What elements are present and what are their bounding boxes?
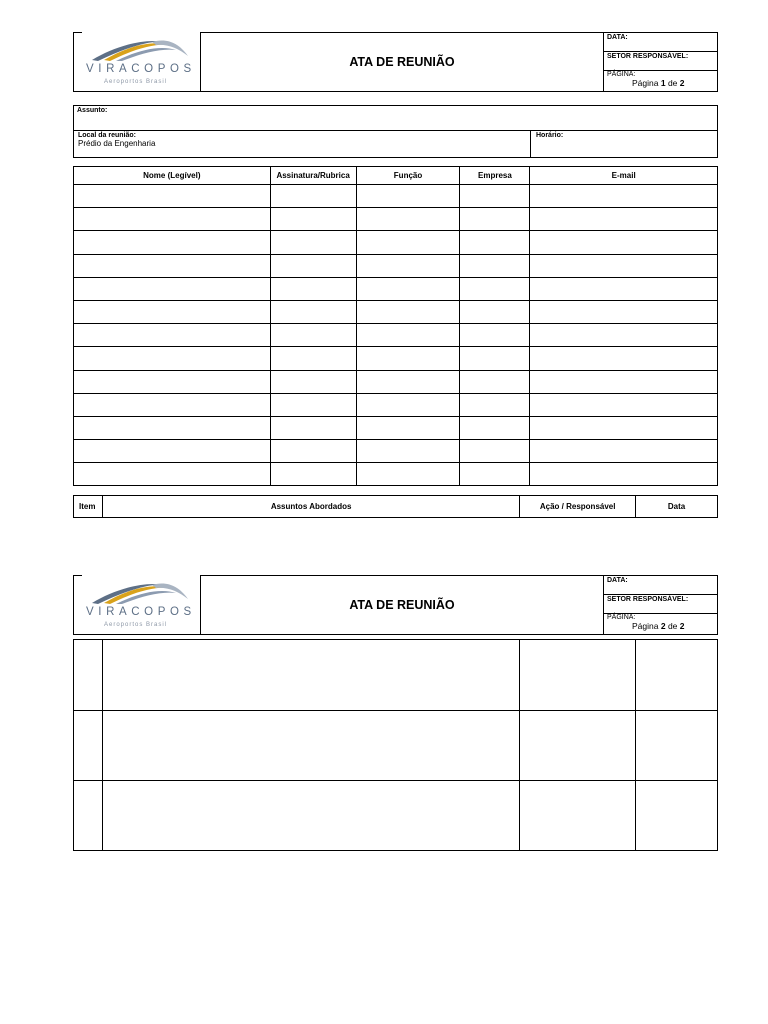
topic-cell[interactable] xyxy=(102,711,519,781)
col-item: Item xyxy=(74,496,103,518)
attendees-header-row xyxy=(74,167,718,185)
attendee-cell[interactable] xyxy=(530,231,718,254)
attendee-cell[interactable] xyxy=(460,440,530,463)
local-label: Local da reunião: xyxy=(78,132,136,139)
attendee-row xyxy=(74,440,718,463)
attendee-cell[interactable] xyxy=(356,463,460,486)
data-field xyxy=(604,576,717,595)
attendee-cell[interactable] xyxy=(74,300,271,323)
col-email: E-mail xyxy=(530,167,718,185)
attendee-cell[interactable] xyxy=(270,185,356,208)
attendee-cell[interactable] xyxy=(460,277,530,300)
topic-cell[interactable] xyxy=(520,640,636,711)
attendee-cell[interactable] xyxy=(530,277,718,300)
attendee-cell[interactable] xyxy=(74,370,271,393)
pagina-field xyxy=(604,614,717,635)
horario-field[interactable] xyxy=(531,131,717,157)
logo-wordmark: VIRACOPOS xyxy=(86,63,196,75)
local-value: Prédio da Engenharia xyxy=(78,139,156,148)
pagina-value xyxy=(607,78,717,88)
attendee-row xyxy=(74,254,718,277)
page2-header xyxy=(73,575,718,635)
attendee-cell[interactable] xyxy=(74,254,271,277)
attendee-cell[interactable] xyxy=(530,393,718,416)
attendee-cell[interactable] xyxy=(270,208,356,231)
topic-row xyxy=(74,640,718,711)
attendee-row xyxy=(74,463,718,486)
logo-subtitle: Aeroportos Brasil xyxy=(104,79,168,85)
attendee-row xyxy=(74,208,718,231)
attendee-row xyxy=(74,277,718,300)
attendee-cell[interactable] xyxy=(530,300,718,323)
attendee-cell[interactable] xyxy=(270,277,356,300)
pagina-num: 1 xyxy=(660,78,666,88)
attendee-cell[interactable] xyxy=(530,254,718,277)
pagina-de: de xyxy=(667,78,678,88)
attendee-cell[interactable] xyxy=(270,440,356,463)
attendee-cell[interactable] xyxy=(530,370,718,393)
attendee-cell[interactable] xyxy=(74,347,271,370)
attendee-cell[interactable] xyxy=(460,231,530,254)
logo-subtitle: Aeroportos Brasil xyxy=(104,622,168,628)
pagina-label: PÁGINA: xyxy=(607,614,636,621)
attendee-cell[interactable] xyxy=(356,370,460,393)
pagina-de: de xyxy=(667,621,678,631)
attendee-cell[interactable] xyxy=(74,463,271,486)
attendee-cell[interactable] xyxy=(356,254,460,277)
attendee-cell[interactable] xyxy=(356,185,460,208)
attendee-cell[interactable] xyxy=(530,440,718,463)
topic-cell[interactable] xyxy=(74,781,103,851)
topic-cell[interactable] xyxy=(74,640,103,711)
attendee-cell[interactable] xyxy=(356,324,460,347)
attendee-cell[interactable] xyxy=(460,347,530,370)
doc-title: ATA DE REUNIÃO xyxy=(349,598,455,612)
assunto-field[interactable] xyxy=(74,106,717,131)
attendee-row xyxy=(74,300,718,323)
attendee-cell[interactable] xyxy=(356,393,460,416)
topic-row xyxy=(74,781,718,851)
meeting-info xyxy=(73,105,718,158)
viracopos-logo-icon xyxy=(90,36,190,62)
meta-cell xyxy=(604,575,718,635)
setor-field xyxy=(604,595,717,614)
col-funcao: Função xyxy=(356,167,460,185)
doc-title: ATA DE REUNIÃO xyxy=(349,55,455,69)
setor-field xyxy=(604,52,717,71)
attendee-cell[interactable] xyxy=(460,416,530,439)
topic-cell[interactable] xyxy=(636,640,718,711)
attendee-cell[interactable] xyxy=(74,208,271,231)
attendee-cell[interactable] xyxy=(460,300,530,323)
attendee-cell[interactable] xyxy=(270,416,356,439)
attendee-row xyxy=(74,370,718,393)
attendee-cell[interactable] xyxy=(356,440,460,463)
logo-wordmark: VIRACOPOS xyxy=(86,606,196,618)
pagina-prefix: Página xyxy=(632,78,659,88)
logo-cell xyxy=(73,32,200,92)
col-assinatura: Assinatura/Rubrica xyxy=(270,167,356,185)
col-assuntos: Assuntos Abordados xyxy=(102,496,519,518)
topic-cell[interactable] xyxy=(102,640,519,711)
pagina-value xyxy=(607,621,717,631)
attendees-table xyxy=(73,166,718,486)
col-nome: Nome (Legível) xyxy=(74,167,271,185)
attendee-cell[interactable] xyxy=(460,463,530,486)
attendee-cell[interactable] xyxy=(460,254,530,277)
attendee-cell[interactable] xyxy=(356,277,460,300)
attendee-cell[interactable] xyxy=(74,324,271,347)
attendee-cell[interactable] xyxy=(530,347,718,370)
horario-label: Horário: xyxy=(536,132,564,139)
attendee-cell[interactable] xyxy=(270,393,356,416)
attendee-cell[interactable] xyxy=(356,300,460,323)
col-empresa: Empresa xyxy=(460,167,530,185)
attendee-cell[interactable] xyxy=(530,208,718,231)
viracopos-logo-icon xyxy=(90,579,190,605)
attendee-cell[interactable] xyxy=(460,208,530,231)
attendee-cell[interactable] xyxy=(270,347,356,370)
attendee-cell[interactable] xyxy=(460,393,530,416)
setor-label: SETOR RESPONSÁVEL: xyxy=(607,53,689,60)
col-data: Data xyxy=(636,496,718,518)
attendee-cell[interactable] xyxy=(356,208,460,231)
local-field[interactable] xyxy=(74,131,531,157)
attendee-cell[interactable] xyxy=(270,231,356,254)
attendee-row xyxy=(74,324,718,347)
pagina-field xyxy=(604,71,717,92)
attendee-row xyxy=(74,185,718,208)
attendee-cell[interactable] xyxy=(74,393,271,416)
attendee-cell[interactable] xyxy=(356,416,460,439)
topics-header-table xyxy=(73,495,718,518)
attendee-row xyxy=(74,393,718,416)
attendee-cell[interactable] xyxy=(74,416,271,439)
attendee-cell[interactable] xyxy=(270,324,356,347)
topic-cell[interactable] xyxy=(520,711,636,781)
logo-cell xyxy=(73,575,200,635)
pagina-num: 2 xyxy=(660,621,666,631)
topic-row xyxy=(74,711,718,781)
pagina-prefix: Página xyxy=(632,621,659,631)
attendee-cell[interactable] xyxy=(530,416,718,439)
topic-cell[interactable] xyxy=(636,781,718,851)
topic-cell[interactable] xyxy=(102,781,519,851)
attendee-row xyxy=(74,347,718,370)
attendee-cell[interactable] xyxy=(270,463,356,486)
col-acao: Ação / Responsável xyxy=(520,496,636,518)
attendee-cell[interactable] xyxy=(74,440,271,463)
attendee-cell[interactable] xyxy=(530,324,718,347)
topic-cell[interactable] xyxy=(520,781,636,851)
attendee-cell[interactable] xyxy=(530,185,718,208)
attendee-cell[interactable] xyxy=(270,254,356,277)
topics-header-row xyxy=(74,496,718,518)
doc-title-cell xyxy=(200,575,604,635)
attendee-cell[interactable] xyxy=(460,324,530,347)
topic-cell[interactable] xyxy=(74,711,103,781)
attendee-cell[interactable] xyxy=(270,300,356,323)
data-label: DATA: xyxy=(607,34,628,41)
topic-cell[interactable] xyxy=(636,711,718,781)
attendee-row xyxy=(74,231,718,254)
page1-header xyxy=(73,32,718,92)
assunto-label: Assunto: xyxy=(77,107,108,114)
attendee-cell[interactable] xyxy=(530,463,718,486)
attendee-cell[interactable] xyxy=(74,231,271,254)
attendee-cell[interactable] xyxy=(460,370,530,393)
attendee-cell[interactable] xyxy=(356,347,460,370)
attendee-cell[interactable] xyxy=(356,231,460,254)
data-label: DATA: xyxy=(607,577,628,584)
attendee-cell[interactable] xyxy=(74,277,271,300)
pagina-label: PÁGINA: xyxy=(607,71,636,78)
meta-cell xyxy=(604,32,718,92)
attendee-row xyxy=(74,416,718,439)
pagina-total: 2 xyxy=(679,78,685,88)
attendee-cell[interactable] xyxy=(74,185,271,208)
topics-table xyxy=(73,639,718,851)
setor-label: SETOR RESPONSÁVEL: xyxy=(607,596,689,603)
attendee-cell[interactable] xyxy=(270,370,356,393)
data-field xyxy=(604,33,717,52)
attendee-cell[interactable] xyxy=(460,185,530,208)
doc-title-cell xyxy=(200,32,604,92)
pagina-total: 2 xyxy=(679,621,685,631)
